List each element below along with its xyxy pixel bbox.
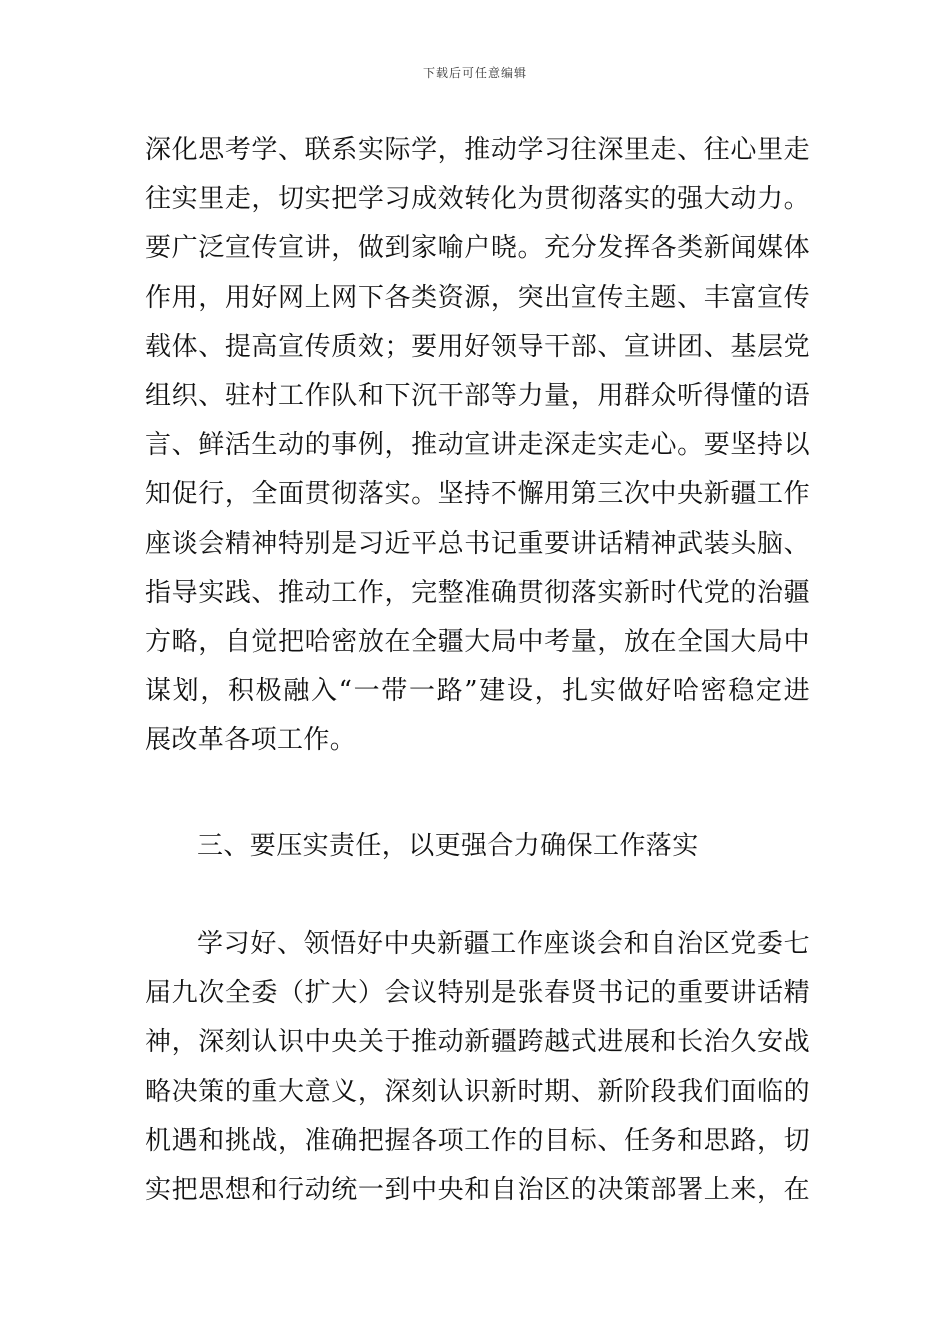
paragraph-1 <box>145 126 810 766</box>
text-line: 方略，自觉把哈密放在全疆大局中考量，放在全国大局中 <box>145 627 810 658</box>
page-header-note: 下载后可任意编辑 <box>422 66 527 80</box>
text-line: 组织、驻村工作队和下沉干部等力量，用群众听得懂的语 <box>145 381 810 412</box>
text-line: 谋划，积极融入“一带一路”建设，扎实做好哈密稳定进 <box>145 676 810 707</box>
text-line: 指导实践、推动工作，完整准确贯彻落实新时代党的治疆 <box>145 577 810 608</box>
text-line: 往实里走，切实把学习成效转化为贯彻落实的强大动力。 <box>145 184 810 215</box>
text-line: 实把思想和行动统一到中央和自治区的决策部署上来，在 <box>145 1175 810 1206</box>
text-line: 学习好、领悟好中央新疆工作座谈会和自治区党委七 <box>197 929 810 959</box>
section-heading: 三、要压实责任，以更强合力确保工作落实 <box>197 831 699 861</box>
text-line: 知促行，全面贯彻落实。坚持不懈用第三次中央新疆工作 <box>145 479 810 510</box>
text-line: 略决策的重大意义，深刻认识新时期、新阶段我们面临的 <box>145 1076 810 1107</box>
text-line: 展改革各项工作。 <box>145 725 357 756</box>
text-line: 深化思考学、联系实际学，推动学习往深里走、往心里走 <box>145 135 810 165</box>
paragraph-2 <box>145 920 810 1215</box>
text-line: 作用，用好网上网下各类资源，突出宣传主题、丰富宣传 <box>145 282 810 313</box>
text-line: 言、鲜活生动的事例，推动宣讲走深走实走心。要坚持以 <box>145 430 810 461</box>
text-line: 载体、提高宣传质效；要用好领导干部、宣讲团、基层党 <box>145 331 810 362</box>
text-line: 神，深刻认识中央关于推动新疆跨越式进展和长治久安战 <box>145 1027 810 1058</box>
text-line: 机遇和挑战，准确把握各项工作的目标、任务和思路，切 <box>145 1125 810 1156</box>
text-line: 届九次全委（扩大）会议特别是张春贤书记的重要讲话精 <box>145 978 810 1009</box>
text-line: 座谈会精神特别是习近平总书记重要讲话精神武装头脑、 <box>145 528 810 559</box>
text-line: 要广泛宣传宣讲，做到家喻户晓。充分发挥各类新闻媒体 <box>145 233 810 264</box>
